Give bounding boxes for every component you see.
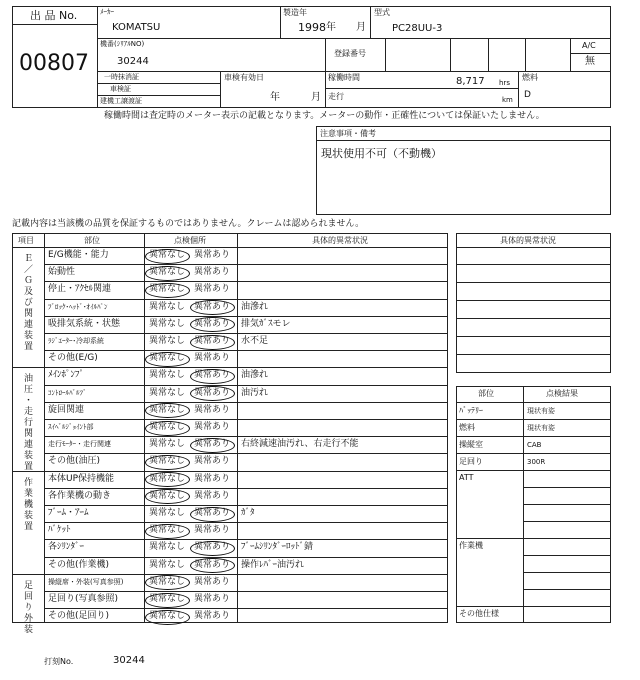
status-yes: 異常あり: [194, 525, 231, 535]
att-label: ATT: [459, 473, 474, 482]
right-col-result: 点検結果: [546, 389, 578, 398]
lot-number: 00807: [19, 51, 89, 76]
part-label: 停止・ｱｸｾﾙ関連: [48, 284, 112, 294]
status-no: 異常なし: [149, 405, 186, 415]
detail-text: 油滲れ: [241, 302, 269, 312]
status-yes: 異常あり: [194, 439, 231, 449]
status-no: 異常なし: [149, 250, 186, 260]
status-yes: 異常あり: [194, 353, 231, 363]
inspection-month-unit: 月: [311, 92, 321, 103]
right-row-result: CAB: [527, 441, 542, 449]
status-no: 異常なし: [149, 611, 186, 621]
selection-circle: [145, 249, 190, 264]
detail-text: ﾌﾞｰﾑｼﾘﾝﾀﾞｰﾛｯﾄﾞ錆: [241, 542, 314, 552]
status-no: 異常なし: [149, 542, 186, 552]
status-no: 異常なし: [149, 456, 186, 466]
right-row-part: 足回り: [459, 457, 483, 466]
status-yes: 異常あり: [194, 577, 231, 587]
ac-value: 無: [585, 56, 595, 67]
serial-value: 30244: [117, 56, 149, 67]
status-no: 異常なし: [149, 267, 186, 277]
year-value: 1998: [298, 21, 326, 34]
part-label: E/G機能・能力: [48, 250, 109, 260]
selection-circle: [190, 558, 235, 573]
status-yes: 異常あり: [194, 508, 231, 518]
status-yes: 異常あり: [194, 611, 231, 621]
status-no: 異常なし: [149, 422, 186, 432]
part-label: 各ｼﾘﾝﾀﾞｰ: [48, 542, 85, 552]
month-unit: 月: [356, 22, 366, 33]
status-no: 異常なし: [149, 388, 186, 398]
selection-circle: [145, 593, 190, 608]
selection-circle: [145, 403, 190, 418]
model-label: 型式: [374, 8, 390, 17]
detail-text: 油滲れ: [241, 370, 269, 380]
part-label: その他(油圧): [48, 456, 101, 466]
part-label: ｺﾝﾄﾛｰﾙﾊﾞﾙﾌﾞ: [48, 389, 87, 397]
status-no: 異常なし: [149, 302, 186, 312]
status-no: 異常なし: [149, 439, 186, 449]
right-row-part: 操縦室: [459, 440, 483, 449]
part-label: 始動性: [48, 267, 76, 277]
status-no: 異常なし: [149, 474, 186, 484]
status-yes: 異常あり: [194, 560, 231, 570]
detail-text: 操作ﾚﾊﾞｰ油汚れ: [241, 560, 305, 570]
part-label: ﾊﾞｹｯﾄ: [48, 525, 71, 535]
detail-text: 右終減速油汚れ、右走行不能: [241, 439, 359, 449]
status-yes: 異常あり: [194, 388, 231, 398]
selection-circle: [145, 472, 190, 487]
selection-circle: [190, 300, 235, 315]
selection-circle: [145, 610, 190, 625]
part-label: その他(E/G): [48, 353, 98, 363]
hours-value: 8,717: [456, 76, 485, 87]
status-yes: 異常あり: [194, 542, 231, 552]
hours-note: 稼働時間は査定時のメーター表示の記載となります。メーターの動作・正確性については保証いたしません。: [104, 111, 545, 121]
selection-circle: [145, 455, 190, 470]
part-label: 吸排気系統・状態: [48, 319, 121, 329]
inspection-year-unit: 年: [270, 92, 280, 103]
selection-circle: [145, 352, 190, 367]
status-no: 異常なし: [149, 560, 186, 570]
status-yes: 異常あり: [194, 456, 231, 466]
status-no: 異常なし: [149, 353, 186, 363]
right-row-part: 燃料: [459, 423, 475, 432]
status-yes: 異常あり: [194, 422, 231, 432]
status-yes: 異常あり: [194, 284, 231, 294]
status-no: 異常なし: [149, 284, 186, 294]
part-label: 走行ﾓｰﾀｰ・走行関連: [48, 440, 111, 448]
part-label: ﾌﾞﾛｯｸ･ﾍｯﾄﾞ･ｵｲﾙﾊﾟﾝ: [48, 303, 108, 311]
work-label: 作業機: [459, 541, 483, 550]
selection-circle: [190, 438, 235, 453]
status-no: 異常なし: [149, 370, 186, 380]
serial-label: 機番(ｼﾘｱﾙNO): [100, 40, 145, 48]
year-label: 製造年: [283, 8, 307, 17]
group-label: 足回り外装: [22, 579, 32, 635]
km-unit: km: [502, 96, 513, 104]
right-detail-header: 具体的異常状況: [500, 236, 556, 245]
part-label: その他(足回り): [48, 611, 110, 621]
selection-circle: [145, 283, 190, 298]
status-no: 異常なし: [149, 508, 186, 518]
status-yes: 異常あり: [194, 319, 231, 329]
lot-label: 出 品 No.: [30, 9, 78, 22]
hours-label: 稼働時間: [328, 73, 360, 82]
part-label: 各作業機の動き: [48, 491, 112, 501]
detail-text: ｶﾞﾀ: [241, 508, 255, 518]
selection-circle: [190, 541, 235, 556]
fuel-label: 燃料: [522, 73, 538, 82]
right-row-result: 現状有姿: [527, 407, 555, 415]
fuel-value: D: [524, 90, 531, 100]
status-yes: 異常あり: [194, 267, 231, 277]
selection-circle: [190, 507, 235, 522]
stamp-label: 打刻No.: [44, 657, 74, 666]
other-spec-label: その他仕様: [459, 609, 499, 618]
status-no: 異常なし: [149, 594, 186, 604]
status-yes: 異常あり: [194, 405, 231, 415]
status-no: 異常なし: [149, 319, 186, 329]
right-row-part: ﾊﾞｯﾃﾘｰ: [459, 406, 483, 415]
status-yes: 異常あり: [194, 594, 231, 604]
col-check-header: 点検個所: [174, 236, 206, 245]
status-no: 異常なし: [149, 491, 186, 501]
disclaimer: 記載内容は当該機の品質を保証するものではありません。クレームは認められません。: [12, 219, 365, 229]
group-label: Ｅ／Ｇ及び関連装置: [22, 253, 32, 352]
hours-unit: hrs: [499, 79, 510, 87]
part-label: 足回り(写真参照): [48, 594, 119, 604]
year-unit: 年: [326, 22, 336, 33]
status-no: 異常なし: [149, 525, 186, 535]
notes-label: 注意事項・備考: [320, 129, 376, 138]
selection-circle: [190, 369, 235, 384]
maker-value: KOMATSU: [112, 22, 161, 33]
part-label: ｽｲﾍﾞﾙｼﾞｮｲﾝﾄ部: [48, 423, 94, 431]
selection-circle: [190, 317, 235, 332]
col-detail-header: 具体的異常状況: [312, 236, 368, 245]
stamp-number: 30244: [113, 655, 145, 666]
part-label: 本体UP保持機能: [48, 474, 115, 484]
selection-circle: [145, 575, 190, 590]
cert-temp-cancel: 一時抹消証: [104, 73, 139, 81]
selection-circle: [145, 489, 190, 504]
selection-circle: [190, 386, 235, 401]
detail-text: 水不足: [241, 336, 269, 346]
part-label: その他(作業機): [48, 560, 110, 570]
part-label: ﾗｼﾞｴｰﾀｰ･冷却系統: [48, 337, 104, 345]
col-part-header: 部位: [84, 236, 100, 245]
registration-label: 登録番号: [334, 49, 366, 58]
selection-circle: [145, 266, 190, 281]
part-label: ﾒｲﾝﾎﾟﾝﾌﾟ: [48, 370, 85, 380]
part-label: 操縦席・外装(写真参照): [48, 578, 124, 586]
status-no: 異常なし: [149, 336, 186, 346]
notes-text: 現状使用不可（不動機）: [321, 147, 442, 160]
group-label: 油圧・走行関連装置: [22, 373, 32, 473]
selection-circle: [190, 335, 235, 350]
model-value: PC28UU-3: [392, 23, 443, 34]
status-yes: 異常あり: [194, 491, 231, 501]
right-detail-box: [456, 233, 611, 373]
status-yes: 異常あり: [194, 474, 231, 484]
detail-text: 排気ｶﾞｽモレ: [241, 319, 291, 329]
selection-circle: [145, 524, 190, 539]
selection-circle: [145, 421, 190, 436]
group-label: 作業機装置: [22, 476, 32, 532]
maker-label: ﾒｰｶｰ: [100, 8, 114, 16]
part-label: 旋回関連: [48, 405, 85, 415]
cert-transfer: 建機工譲渡証: [100, 97, 142, 105]
status-yes: 異常あり: [194, 336, 231, 346]
detail-text: 油汚れ: [241, 388, 269, 398]
right-row-result: 現状有姿: [527, 424, 555, 432]
cert-inspection: 車検証: [110, 85, 131, 93]
status-yes: 異常あり: [194, 250, 231, 260]
part-label: ﾌﾞｰﾑ・ｱｰﾑ: [48, 508, 89, 518]
status-yes: 異常あり: [194, 370, 231, 380]
right-row-result: 300R: [527, 458, 546, 466]
status-no: 異常なし: [149, 577, 186, 587]
status-yes: 異常あり: [194, 302, 231, 312]
km-label: 走行: [328, 92, 344, 101]
ac-label: A/C: [582, 41, 596, 50]
inspection-date-label: 車検有効日: [224, 73, 264, 82]
col-item-header: 項目: [18, 236, 34, 245]
right-col-part: 部位: [478, 389, 494, 398]
